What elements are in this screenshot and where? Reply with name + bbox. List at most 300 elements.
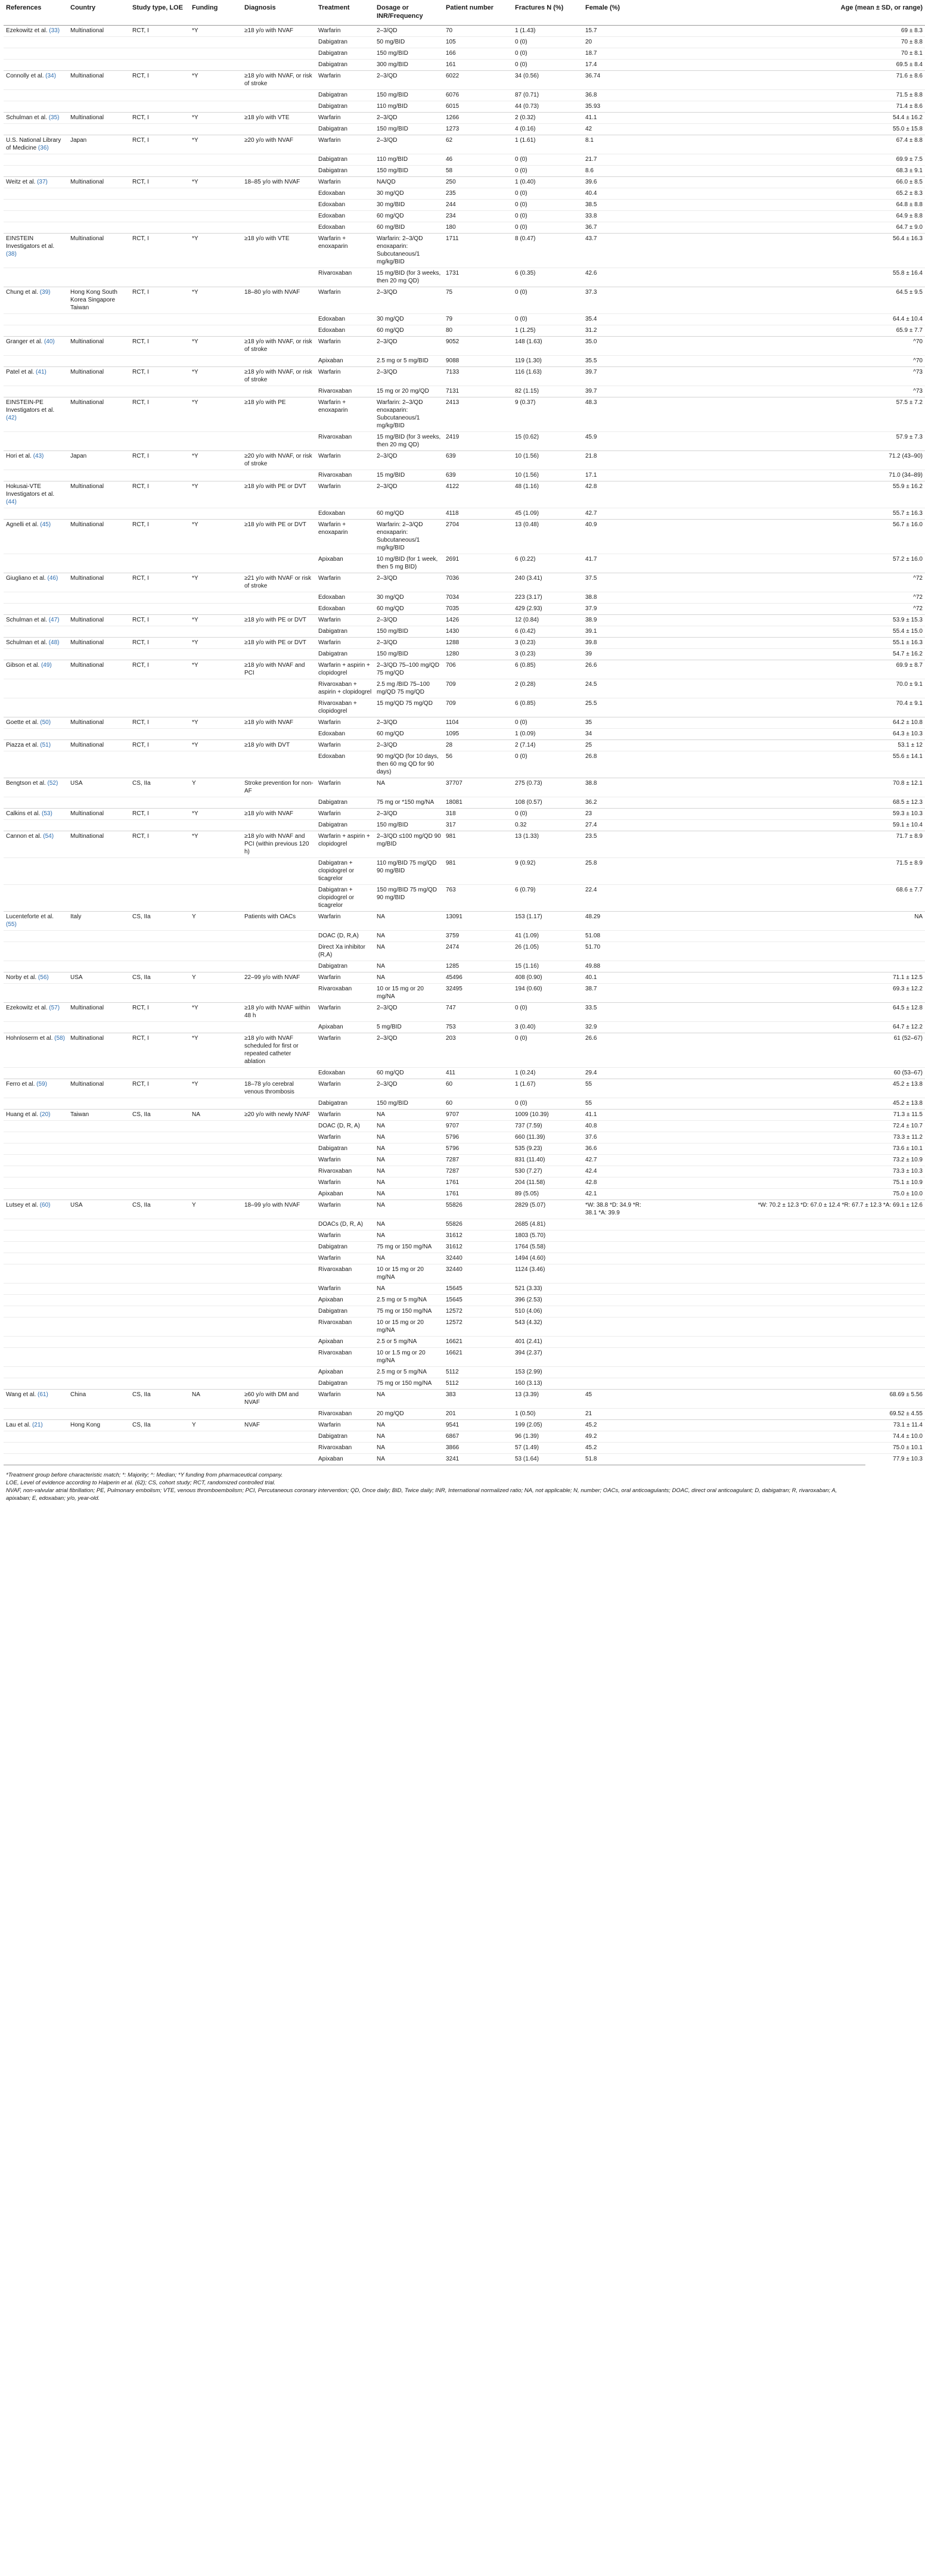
empty-cell: [130, 1264, 190, 1284]
table-row: [4, 931, 925, 942]
patient-number-cell: 75: [443, 287, 513, 314]
empty-cell: [68, 604, 130, 615]
dosage-cell: NA/QD: [374, 177, 443, 188]
empty-cell: [68, 931, 130, 942]
empty-cell: [68, 1454, 130, 1465]
reference-cell: [4, 1200, 68, 1219]
empty-cell: [242, 1177, 316, 1189]
table-row: [4, 751, 925, 778]
fractures-cell: 2685 (4.81): [513, 1219, 583, 1230]
treatment-cell: Warfarin: [316, 1155, 374, 1166]
empty-cell: [4, 1284, 68, 1295]
treatment-cell: Dabigatran: [316, 1098, 374, 1110]
country-cell: Multinational: [68, 809, 130, 820]
fractures-cell: 401 (2.41): [513, 1337, 583, 1348]
fractures-cell: 429 (2.93): [513, 604, 583, 615]
empty-cell: [4, 626, 68, 638]
country-cell: Italy: [68, 912, 130, 931]
empty-cell: [4, 211, 68, 222]
empty-cell: [4, 679, 68, 698]
fractures-cell: 0 (0): [513, 287, 583, 314]
empty-cell: [130, 984, 190, 1003]
funding-cell: Y: [190, 1420, 242, 1431]
country-cell: Taiwan: [68, 1110, 130, 1121]
treatment-cell: Dabigatran: [316, 154, 374, 166]
fractures-cell: 153 (1.17): [513, 912, 583, 931]
patient-number-cell: 753: [443, 1022, 513, 1033]
reference-number-link[interactable]: (50): [40, 719, 51, 726]
empty-cell: [242, 1454, 316, 1465]
empty-cell: [190, 1264, 242, 1284]
reference-number-link[interactable]: (46): [47, 575, 58, 582]
fractures-cell: 15 (0.62): [513, 432, 583, 451]
treatment-cell: Apixaban: [316, 554, 374, 573]
table-row: [4, 154, 925, 166]
reference-number-link[interactable]: (52): [47, 780, 58, 787]
empty-cell: [190, 1337, 242, 1348]
reference-number-link[interactable]: (49): [41, 662, 52, 669]
empty-cell: [4, 200, 68, 211]
table-row: [4, 1348, 925, 1367]
empty-cell: [242, 1284, 316, 1295]
table-row: [4, 1409, 925, 1420]
female-cell: 51.08: [583, 931, 652, 942]
reference-number-link[interactable]: (36): [38, 145, 49, 151]
age-cell: ^70: [652, 356, 925, 367]
study-type-cell: CS, IIa: [130, 1110, 190, 1121]
female-cell: 39.7: [583, 386, 652, 397]
dosage-cell: NA: [374, 1143, 443, 1155]
study-type-cell: RCT, I: [130, 809, 190, 820]
reference-number-link[interactable]: (58): [54, 1035, 65, 1042]
empty-cell: [242, 885, 316, 912]
reference-number-link[interactable]: (55): [6, 921, 17, 928]
study-type-cell: RCT, I: [130, 451, 190, 470]
age-cell: [652, 1253, 925, 1264]
empty-cell: [130, 1230, 190, 1242]
diagnosis-cell: 18–85 y/o with NVAF: [242, 177, 316, 188]
reference-cell: [4, 972, 68, 984]
female-cell: 51.70: [583, 942, 652, 961]
dosage-cell: 2.5 mg or 5 mg/NA: [374, 1367, 443, 1378]
empty-cell: [4, 48, 68, 60]
dosage-cell: 150 mg/BID: [374, 626, 443, 638]
dosage-cell: 2–3/QD: [374, 71, 443, 90]
table-row: [4, 1098, 925, 1110]
table-row: [4, 367, 925, 386]
female-cell: 36.6: [583, 1143, 652, 1155]
reference-author: Calkins et al.: [6, 810, 41, 817]
patient-number-cell: 1285: [443, 961, 513, 972]
dosage-cell: 2–3/QD: [374, 1003, 443, 1022]
female-cell: 39: [583, 649, 652, 660]
female-cell: 25.8: [583, 858, 652, 885]
age-cell: 77.9 ± 10.3: [652, 1454, 925, 1465]
female-cell: 43.7: [583, 234, 652, 268]
reference-number-link[interactable]: (45): [40, 521, 51, 528]
study-type-cell: RCT, I: [130, 740, 190, 751]
empty-cell: [190, 961, 242, 972]
fractures-cell: 0 (0): [513, 751, 583, 778]
dosage-cell: Warfarin: 2–3/QD enoxaparin: Subcutaneous/1 mg/kg/BID: [374, 520, 443, 554]
age-cell: [652, 1367, 925, 1378]
reference-cell: [4, 660, 68, 679]
female-cell: 37.9: [583, 604, 652, 615]
reference-author: Granger et al.: [6, 338, 43, 345]
patient-number-cell: 1280: [443, 649, 513, 660]
table-row: [4, 942, 925, 961]
female-cell: [583, 1242, 652, 1253]
reference-number-link[interactable]: (61): [38, 1391, 48, 1398]
study-type-cell: RCT, I: [130, 520, 190, 554]
table-header-row: [4, 0, 925, 26]
reference-number-link[interactable]: (34): [45, 73, 56, 79]
funding-cell: *Y: [190, 1033, 242, 1068]
dosage-cell: 60 mg/QD: [374, 729, 443, 740]
age-cell: 60 (53–67): [652, 1068, 925, 1079]
fractures-cell: 6 (0.85): [513, 660, 583, 679]
diagnosis-cell: ≥20 y/o with NVAF: [242, 135, 316, 154]
empty-cell: [130, 751, 190, 778]
table-row: [4, 1284, 925, 1295]
patient-number-cell: 32440: [443, 1253, 513, 1264]
diagnosis-cell: ≥60 y/o with DM and NVAF: [242, 1390, 316, 1409]
empty-cell: [68, 1219, 130, 1230]
reference-number-link[interactable]: (59): [36, 1081, 47, 1087]
empty-cell: [68, 101, 130, 113]
fractures-cell: 34 (0.56): [513, 71, 583, 90]
treatment-cell: Warfarin + enoxaparin: [316, 397, 374, 432]
empty-cell: [190, 314, 242, 325]
table-row: [4, 314, 925, 325]
table-row: [4, 177, 925, 188]
footnote-line: *Treatment group before characteristic match; *: Majority; ^: Median; *Y funding from pharmaceutical company.: [6, 1472, 283, 1478]
female-cell: 25: [583, 740, 652, 751]
country-cell: Multinational: [68, 573, 130, 592]
empty-cell: [68, 356, 130, 367]
reference-cell: [4, 287, 68, 314]
table-row: [4, 912, 925, 931]
empty-cell: [242, 554, 316, 573]
reference-number-link[interactable]: (38): [6, 251, 17, 257]
study-type-cell: RCT, I: [130, 177, 190, 188]
treatment-cell: Warfarin + enoxaparin: [316, 520, 374, 554]
treatment-cell: Warfarin: [316, 177, 374, 188]
female-cell: [583, 1317, 652, 1337]
country-cell: Multinational: [68, 337, 130, 356]
reference-number-link[interactable]: (33): [49, 27, 60, 34]
reference-number-link[interactable]: (57): [49, 1005, 60, 1011]
patient-number-cell: 161: [443, 60, 513, 71]
dosage-cell: 60 mg/QD: [374, 508, 443, 520]
diagnosis-cell: 18–78 y/o cerebral venous thrombosis: [242, 1079, 316, 1098]
table-row: [4, 1295, 925, 1306]
empty-cell: [190, 698, 242, 717]
reference-number-link[interactable]: (56): [38, 974, 49, 981]
empty-cell: [4, 1219, 68, 1230]
table-row: [4, 604, 925, 615]
empty-cell: [4, 1348, 68, 1367]
reference-author: Hohnloserm et al.: [6, 1035, 53, 1042]
reference-cell: [4, 615, 68, 626]
empty-cell: [4, 729, 68, 740]
age-cell: 71.1 ± 12.5: [652, 972, 925, 984]
female-cell: 41.1: [583, 113, 652, 124]
empty-cell: [130, 1143, 190, 1155]
study-type-cell: RCT, I: [130, 367, 190, 386]
reference-number-link[interactable]: (54): [43, 833, 54, 840]
patient-number-cell: 2691: [443, 554, 513, 573]
empty-cell: [68, 1230, 130, 1242]
patient-number-cell: 250: [443, 177, 513, 188]
treatment-cell: Rivaroxaban: [316, 386, 374, 397]
female-cell: 45.9: [583, 432, 652, 451]
patient-number-cell: 1731: [443, 268, 513, 287]
patient-number-cell: 2413: [443, 397, 513, 432]
age-cell: 55.8 ± 16.4: [652, 268, 925, 287]
diagnosis-cell: ≥18 y/o with VTE: [242, 234, 316, 268]
treatment-cell: Apixaban: [316, 1295, 374, 1306]
empty-cell: [130, 1022, 190, 1033]
reference-number-link[interactable]: (40): [44, 338, 55, 345]
empty-cell: [242, 1443, 316, 1454]
empty-cell: [68, 1068, 130, 1079]
empty-cell: [130, 48, 190, 60]
empty-cell: [4, 268, 68, 287]
empty-cell: [68, 188, 130, 200]
empty-cell: [4, 1306, 68, 1317]
patient-number-cell: 4122: [443, 481, 513, 508]
empty-cell: [130, 386, 190, 397]
patient-number-cell: 46: [443, 154, 513, 166]
fractures-cell: 6 (0.85): [513, 698, 583, 717]
fractures-cell: 0 (0): [513, 1033, 583, 1068]
reference-number-link[interactable]: (48): [48, 639, 60, 646]
dosage-cell: 15 mg or 20 mg/QD: [374, 386, 443, 397]
funding-cell: *Y: [190, 638, 242, 649]
fractures-cell: 0 (0): [513, 48, 583, 60]
age-cell: 70 ± 8.8: [652, 37, 925, 48]
patient-number-cell: 79: [443, 314, 513, 325]
reference-cell: [4, 451, 68, 470]
female-cell: 48.3: [583, 397, 652, 432]
treatment-cell: Dabigatran: [316, 48, 374, 60]
age-cell: [652, 1348, 925, 1367]
age-cell: 57.9 ± 7.3: [652, 432, 925, 451]
dosage-cell: 150 mg/BID: [374, 649, 443, 660]
dosage-cell: 2–3/QD: [374, 135, 443, 154]
reference-cell: [4, 573, 68, 592]
empty-cell: [68, 1264, 130, 1284]
reference-number-link[interactable]: (60): [39, 1202, 51, 1208]
reference-author: Patel et al.: [6, 369, 35, 375]
fractures-cell: 6 (0.35): [513, 268, 583, 287]
female-cell: 26.8: [583, 751, 652, 778]
diagnosis-cell: 18–80 y/o with NVAF: [242, 287, 316, 314]
funding-cell: *Y: [190, 717, 242, 729]
empty-cell: [68, 1155, 130, 1166]
funding-cell: *Y: [190, 1003, 242, 1022]
reference-cell: [4, 234, 68, 268]
treatment-cell: Apixaban: [316, 356, 374, 367]
fractures-cell: 240 (3.41): [513, 573, 583, 592]
treatment-cell: DOACs (D, R, A): [316, 1219, 374, 1230]
age-cell: ^70: [652, 337, 925, 356]
diagnosis-cell: ≥18 y/o with PE or DVT: [242, 615, 316, 626]
empty-cell: [4, 961, 68, 972]
study-type-cell: CS, IIa: [130, 912, 190, 931]
table-row: [4, 649, 925, 660]
table-row: [4, 508, 925, 520]
table-row: [4, 972, 925, 984]
fractures-cell: 535 (9.23): [513, 1143, 583, 1155]
empty-cell: [68, 325, 130, 337]
fractures-cell: 1124 (3.46): [513, 1264, 583, 1284]
diagnosis-cell: ≥18 y/o with NVAF: [242, 26, 316, 37]
empty-cell: [130, 961, 190, 972]
patient-number-cell: 1288: [443, 638, 513, 649]
empty-cell: [68, 1431, 130, 1443]
patient-number-cell: 28: [443, 740, 513, 751]
fractures-cell: 0 (0): [513, 37, 583, 48]
female-cell: 48.29: [583, 912, 652, 931]
table-row: [4, 356, 925, 367]
female-cell: 42.8: [583, 1177, 652, 1189]
empty-cell: [242, 90, 316, 101]
empty-cell: [4, 820, 68, 831]
empty-cell: [242, 314, 316, 325]
age-cell: 53.1 ± 12: [652, 740, 925, 751]
funding-cell: *Y: [190, 71, 242, 90]
diagnosis-cell: ≥18 y/o with NVAF, or risk of stroke: [242, 71, 316, 90]
table-row: [4, 1420, 925, 1431]
country-cell: Multinational: [68, 1079, 130, 1098]
treatment-cell: Dabigatran: [316, 90, 374, 101]
age-cell: 66.0 ± 8.5: [652, 177, 925, 188]
empty-cell: [190, 931, 242, 942]
patient-number-cell: 166: [443, 48, 513, 60]
patient-number-cell: 16621: [443, 1348, 513, 1367]
reference-number-link[interactable]: (44): [6, 499, 17, 505]
fractures-cell: 1803 (5.70): [513, 1230, 583, 1242]
study-type-cell: RCT, I: [130, 71, 190, 90]
study-type-cell: RCT, I: [130, 1003, 190, 1022]
dosage-cell: 150 mg/BID: [374, 166, 443, 177]
reference-number-link[interactable]: (20): [39, 1111, 51, 1118]
empty-cell: [130, 90, 190, 101]
reference-number-link[interactable]: (51): [40, 742, 51, 748]
age-cell: [652, 1317, 925, 1337]
empty-cell: [68, 729, 130, 740]
age-cell: ^73: [652, 367, 925, 386]
reference-number-link[interactable]: (35): [48, 114, 60, 121]
fractures-cell: 41 (1.09): [513, 931, 583, 942]
age-cell: 45.2 ± 13.8: [652, 1079, 925, 1098]
patient-number-cell: 1104: [443, 717, 513, 729]
empty-cell: [4, 649, 68, 660]
empty-cell: [130, 1431, 190, 1443]
table-row: [4, 386, 925, 397]
funding-cell: *Y: [190, 26, 242, 37]
treatment-cell: Edoxaban: [316, 604, 374, 615]
patient-number-cell: 383: [443, 1390, 513, 1409]
header-female: Female (%): [583, 0, 652, 26]
dosage-cell: 300 mg/BID: [374, 60, 443, 71]
age-cell: 73.3 ± 11.2: [652, 1132, 925, 1143]
fractures-cell: 6 (0.79): [513, 885, 583, 912]
reference-number-link[interactable]: (39): [39, 289, 51, 296]
empty-cell: [4, 90, 68, 101]
study-type-cell: CS, IIa: [130, 972, 190, 984]
table-row: [4, 520, 925, 554]
dosage-cell: NA: [374, 1155, 443, 1166]
patient-number-cell: 1761: [443, 1177, 513, 1189]
treatment-cell: Dabigatran: [316, 961, 374, 972]
patient-number-cell: 105: [443, 37, 513, 48]
treatment-cell: Dabigatran: [316, 37, 374, 48]
dosage-cell: NA: [374, 1284, 443, 1295]
patient-number-cell: 3241: [443, 1454, 513, 1465]
treatment-cell: Warfarin: [316, 26, 374, 37]
treatment-cell: Dabigatran: [316, 1431, 374, 1443]
fractures-cell: 1494 (4.60): [513, 1253, 583, 1264]
reference-number-link[interactable]: (42): [6, 415, 17, 421]
patient-number-cell: 747: [443, 1003, 513, 1022]
empty-cell: [130, 1219, 190, 1230]
patient-number-cell: 639: [443, 451, 513, 470]
table-row: [4, 1242, 925, 1253]
reference-number-link[interactable]: (43): [33, 453, 44, 459]
reference-number-link[interactable]: (53): [42, 810, 52, 817]
reference-number-link[interactable]: (47): [48, 617, 60, 623]
dosage-cell: 2–3/QD: [374, 573, 443, 592]
reference-number-link[interactable]: (37): [37, 179, 48, 185]
treatment-cell: Edoxaban: [316, 751, 374, 778]
patient-number-cell: 317: [443, 820, 513, 831]
reference-number-link[interactable]: (41): [36, 369, 46, 375]
female-cell: 41.7: [583, 554, 652, 573]
fractures-cell: 45 (1.09): [513, 508, 583, 520]
empty-cell: [130, 1284, 190, 1295]
reference-number-link[interactable]: (21): [32, 1422, 43, 1428]
female-cell: 35.5: [583, 356, 652, 367]
age-cell: 71.0 (34–89): [652, 470, 925, 481]
table-row: [4, 1121, 925, 1132]
empty-cell: [190, 1409, 242, 1420]
treatment-cell: Warfarin: [316, 638, 374, 649]
empty-cell: [190, 1295, 242, 1306]
age-cell: 56.7 ± 16.0: [652, 520, 925, 554]
funding-cell: *Y: [190, 573, 242, 592]
empty-cell: [190, 1022, 242, 1033]
diagnosis-cell: ≥20 y/o with newly NVAF: [242, 1110, 316, 1121]
diagnosis-cell: ≥18 y/o with PE or DVT: [242, 638, 316, 649]
age-cell: 75.0 ± 10.1: [652, 1443, 925, 1454]
country-cell: Multinational: [68, 113, 130, 124]
female-cell: [583, 1230, 652, 1242]
female-cell: 21: [583, 1409, 652, 1420]
empty-cell: [4, 1443, 68, 1454]
empty-cell: [4, 60, 68, 71]
empty-cell: [68, 1284, 130, 1295]
patient-number-cell: 15645: [443, 1295, 513, 1306]
empty-cell: [68, 1132, 130, 1143]
table-row: [4, 1443, 925, 1454]
female-cell: 39.8: [583, 638, 652, 649]
empty-cell: [130, 356, 190, 367]
empty-cell: [190, 797, 242, 809]
female-cell: 35.93: [583, 101, 652, 113]
